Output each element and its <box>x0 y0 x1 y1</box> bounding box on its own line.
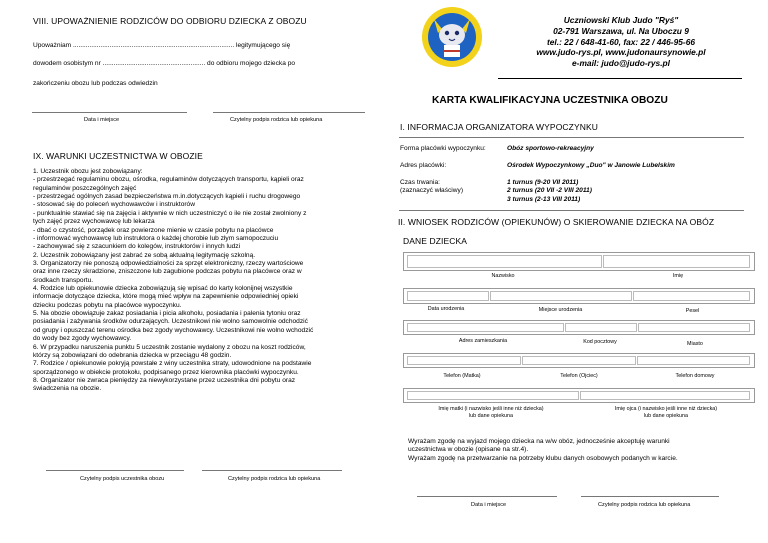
header-divider <box>498 78 742 79</box>
condition-line: którzy są zobowiązani do odebrania dziecka w przeciągu 48 godzin. <box>33 351 232 359</box>
pesel-field[interactable] <box>633 291 750 301</box>
condition-line: tych zajęć przez wychowawcę lub lekarza <box>33 218 155 226</box>
phone-row <box>403 353 755 368</box>
signature-participant-label: Czytelny podpis uczestnika obozu <box>80 476 165 482</box>
condition-line: - zachowywać się z szacunkiem do kolegów, instruktorów i innych ludzi <box>33 243 241 251</box>
condition-line: 5. Na obozie obowiązuje zakaz posiadania i picia alkoholu, posiadania i palenia tytoniu oraz <box>33 310 301 318</box>
section2-title: II. WNIOSEK RODZICÓW (OPIEKUNÓW) O SKIEROWANIE DZIECKA NA OBÓZ <box>398 217 715 227</box>
condition-line: 1. Uczestnik obozu jest zobowiązany: <box>33 168 143 175</box>
condition-line: 3. Organizatorzy nie ponoszą odpowiedzialności za sprzęt elektroniczny, rzeczy wartościowe <box>33 259 304 267</box>
condition-line: - przestrzegać ogólnych zasad bezpieczeństwa m.in.dotyczących kąpieli i ruchu drogowego <box>33 193 301 201</box>
condition-line: 6. W przypadku naruszenia punktu 5 uczestnik zostanie wydalony z obozu na koszt rodziców, <box>33 343 306 351</box>
mother-name-label-line1: Imię matki (i nazwisko jeśli inne niż dziecka) <box>438 406 544 412</box>
signature-line-parent-2 <box>202 470 342 471</box>
phone-mother-field[interactable] <box>407 356 521 365</box>
condition-line: świadczenia na obozie. <box>33 385 102 393</box>
home-address-label: Adres zamieszkania <box>458 338 508 344</box>
card-signature-line-date <box>417 496 557 497</box>
postal-code-label: Kod pocztowy <box>583 339 617 345</box>
mother-name-label <box>403 406 579 420</box>
phone-home-label: Telefon domowy <box>675 373 715 379</box>
name-row <box>403 252 755 271</box>
birth-place-label: Miejsce urodzenia <box>538 307 583 313</box>
father-name-label <box>579 406 753 420</box>
signature-line-parent <box>213 112 365 113</box>
condition-line: dziecku podczas pobytu na placówce wypoczynku. <box>33 301 182 309</box>
section1-title: I. INFORMACJA ORGANIZATORA WYPOCZYNKU <box>400 122 598 132</box>
surname-field[interactable] <box>407 255 602 268</box>
condition-line: 7. Rodzice / opiekunowie pokryją powstałe z winy uczestnika straty, udowodnione na podstawie <box>33 360 312 368</box>
phone-father-field[interactable] <box>522 356 636 365</box>
club-web: www.judo-rys.pl, www.judonaursynowie.pl <box>536 47 706 58</box>
condition-line: posiadania i zażywania środków odurzających. Uczestnikowi nie wolno samowolnie odchodzić <box>33 318 308 326</box>
birth-row <box>403 288 755 304</box>
birth-date-field[interactable] <box>407 291 489 301</box>
term-label <box>400 179 463 196</box>
consent-line-3: Wyrażam zgodę na przetwarzanie na potrzeby klubu danych osobowych podanych w karcie. <box>408 454 678 462</box>
condition-line: 2. Uczestnik zobowiązany jest zabrać ze sobą aktualną legitymację szkolną. <box>33 251 256 259</box>
signature-line-participant <box>46 470 184 471</box>
club-address: 02-791 Warszawa, ul. Na Uboczu 9 <box>553 25 689 36</box>
condition-line: sporządzonego w obiekcie protokołu, podpisanego przez kierownika placówki wypoczynku. <box>33 368 299 376</box>
father-name-label-line1: Imię ojca (i nazwisko jeśli inne niż dziecka) <box>614 406 718 412</box>
signature-parent-label-2: Czytelny podpis rodzica lub opiekuna <box>228 476 321 482</box>
condition-line: 8. Organizator nie zwraca pieniędzy za niewykorzystane przez uczestnika dni pobytu oraz <box>33 376 296 384</box>
condition-line: oraz inne rzeczy skradzione, zniszczone lub zagubione podczas pobytu na placówce oraz w <box>33 268 302 276</box>
address-label: Adres placówki: <box>400 162 447 169</box>
card-signature-parent-label: Czytelny podpis rodzica lub opiekuna <box>598 502 691 508</box>
condition-line: - informować wychowawcę lub instruktora o każdej chorobie lub złym samopoczuciu <box>33 234 279 242</box>
club-name: Uczniowski Klub Judo "Ryś" <box>563 15 679 25</box>
condition-line: - dbać o czystość, porządek oraz powierzone mienie w czasie pobytu na placówce <box>33 226 274 234</box>
pesel-label: Pesel <box>685 308 700 314</box>
signature-date-label: Data i miejsce <box>84 117 120 123</box>
term-options <box>507 179 592 204</box>
signature-parent-label: Czytelny podpis rodzica lub opiekuna <box>230 117 323 123</box>
term-label-line1: Czas trwania: <box>400 179 440 186</box>
mother-name-field[interactable] <box>407 391 579 400</box>
signature-line-date <box>32 112 187 113</box>
consent-line-1: Wyrażam zgodę na wyjazd mojego dziecka na w/w obóz, jednocześnie akceptuję warunki <box>408 438 670 445</box>
address-value: Ośrodek Wypoczynkowy „Duo" w Janowie Lubelskim <box>507 162 675 169</box>
mother-name-label-line2: lub dane opiekuna <box>468 413 514 420</box>
condition-line: środkach transportu. <box>33 276 94 284</box>
first-name-field[interactable] <box>603 255 750 268</box>
form-value: Obóz sportowo-rekreacyjny <box>507 145 594 152</box>
phone-father-label: Telefon (Ojciec) <box>560 373 598 379</box>
condition-line: od grupy i opuszczać terenu ośrodka bez zgody wychowawcy. Uczestnikowi nie wolno wchodzić <box>33 326 314 334</box>
section9-title: IX. WARUNKI UCZESTNICTWA W OBOZIE <box>33 151 203 161</box>
club-phone: tel.: 22 / 648-41-60, fax: 22 / 446-95-66 <box>546 36 696 47</box>
home-address-field[interactable] <box>407 323 564 332</box>
surname-label: Nazwisko <box>491 273 515 279</box>
consent-line-2: uczestnictwa w obozie (opisane na str.4). <box>408 446 529 454</box>
authorization-line-1: Upoważniam ........................................................................................ legitymującego się <box>33 42 291 49</box>
term-option-1[interactable]: 1 turnus (9-20 VII 2011) <box>507 179 579 186</box>
authorization-line-2: dowodem osobistym nr ........................................................ do odbioru mojego dziecka po <box>33 60 296 67</box>
birth-date-label: Data urodzenia <box>427 306 465 312</box>
condition-line: regulaminów poszczególnych zajęć <box>33 184 137 192</box>
card-signature-date-label: Data i miejsce <box>471 502 507 508</box>
first-name-label: Imię <box>672 273 684 279</box>
section8-title: VIII. UPOWAŻNIENIE RODZICÓW DO ODBIORU DZIECKA Z OBOZU <box>33 16 307 26</box>
address-row <box>403 320 755 335</box>
phone-mother-label: Telefon (Matka) <box>443 373 481 379</box>
section1-divider <box>399 137 744 138</box>
section2-divider <box>399 210 744 211</box>
club-header <box>496 15 746 69</box>
consent-text <box>408 438 748 463</box>
form-label: Forma placówki wypoczynku: <box>400 145 486 152</box>
condition-line: do wody bez zgody wychowawcy. <box>33 335 132 343</box>
condition-line: - punktualnie stawiać się na zajęcia i aktywnie w nich uczestniczyć o ile nie został zwolniony z <box>33 209 307 217</box>
card-signature-line-parent <box>581 496 719 497</box>
parents-row <box>403 388 755 403</box>
condition-line: 4. Rodzice lub opiekunowie dziecka zobowiązują się wpisać do karty kolonijnej wszystkie <box>33 285 293 293</box>
birth-place-field[interactable] <box>490 291 632 301</box>
phone-home-field[interactable] <box>637 356 750 365</box>
term-option-2[interactable]: 2 turnus (20 VII -2 VIII 2011) <box>507 187 592 195</box>
city-label: Miasto <box>687 341 703 347</box>
club-email: e-mail: judo@judo-rys.pl <box>572 58 670 68</box>
conditions-list <box>33 168 373 394</box>
lynx-judo-logo-icon <box>420 5 484 69</box>
authorization-line-3: zakończeniu obozu lub podczas odwiedzin <box>33 80 158 87</box>
condition-line: - przestrzegać regulaminu obozu, ośrodka, regulaminów dotyczących transportu, kąpieli oraz <box>33 176 304 184</box>
term-option-3[interactable]: 3 turnus (2-13 VIII 2011) <box>507 195 581 203</box>
city-field[interactable] <box>638 323 750 332</box>
father-name-label-line2: lub dane opiekuna <box>643 413 689 420</box>
condition-line: informacje dotyczące dziecka, które mogą mieć wpływ na zapewnienie odpowiedniej opieki <box>33 293 299 301</box>
condition-line: - stosować się do poleceń wychowawców i instruktorów <box>33 201 195 209</box>
child-data-title: DANE DZIECKA <box>403 236 468 246</box>
postal-code-field[interactable] <box>565 323 637 332</box>
card-title: KARTA KWALIFIKACYJNA UCZESTNIKA OBOZU <box>432 95 668 106</box>
term-label-line2: (zaznaczyć właściwy) <box>400 187 464 195</box>
father-name-field[interactable] <box>580 391 750 400</box>
